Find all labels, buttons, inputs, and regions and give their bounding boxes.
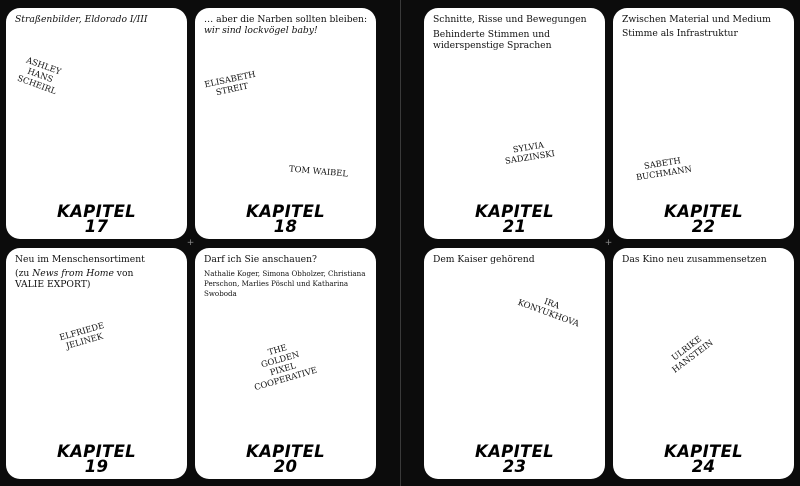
chapter-number-block xyxy=(6,444,187,474)
kapitel-label: KAPITEL xyxy=(664,442,743,461)
chapter-title: Dem Kaiser gehörend xyxy=(433,254,535,265)
crop-mark-icon: + xyxy=(186,238,195,248)
kapitel-label: KAPITEL xyxy=(475,442,554,461)
chapter-title: Darf ich Sie anschauen? xyxy=(204,254,317,265)
subtitle-part: von xyxy=(113,268,134,279)
chapter-title: Neu im Menschensortiment xyxy=(15,254,145,265)
chapter-title-italic: wir sind lockvögel baby! xyxy=(204,25,318,36)
kapitel-label: KAPITEL xyxy=(57,442,136,461)
chapter-number: 23 xyxy=(502,457,527,476)
chapter-card-18[interactable] xyxy=(195,8,376,239)
chapter-author: ULRIKE HANSTEIN xyxy=(669,333,715,375)
chapter-number-block xyxy=(424,444,605,474)
chapter-card-22[interactable] xyxy=(613,8,794,239)
chapter-number-block xyxy=(195,444,376,474)
chapter-card-19[interactable] xyxy=(6,248,187,479)
chapter-card-20[interactable] xyxy=(195,248,376,479)
kapitel-label: KAPITEL xyxy=(246,202,325,221)
chapter-author: SABETH BUCHMANN xyxy=(635,155,693,183)
chapter-number-block xyxy=(613,444,794,474)
chapter-title: Schnitte, Risse und Bewegungen xyxy=(433,14,587,25)
chapter-author: ELISABETH STREIT xyxy=(203,68,257,98)
chapter-number-block xyxy=(424,204,605,234)
chapter-author: ELFRIEDE JELINEK xyxy=(58,320,106,351)
chapter-number-block xyxy=(613,204,794,234)
chapter-card-23[interactable] xyxy=(424,248,605,479)
chapter-number: 18 xyxy=(273,217,298,236)
chapter-subtitle: Stimme als Infrastruktur xyxy=(622,28,738,39)
chapter-title: Zwischen Material und Medium xyxy=(622,14,771,25)
chapter-subtitle xyxy=(15,268,179,290)
chapter-number: 22 xyxy=(691,217,716,236)
chapter-number: 19 xyxy=(84,457,109,476)
subtitle-italic: News from Home xyxy=(32,268,114,279)
chapter-author: THE GOLDEN PIXEL COOPERATIVE xyxy=(253,342,319,393)
subtitle-part: VALIE EXPORT) xyxy=(15,279,91,290)
kapitel-label: KAPITEL xyxy=(475,202,554,221)
chapter-number: 17 xyxy=(84,217,109,236)
crop-mark-icon: + xyxy=(604,238,613,248)
kapitel-label: KAPITEL xyxy=(246,442,325,461)
subtitle-part: (zu xyxy=(15,268,33,279)
chapter-number-block xyxy=(195,204,376,234)
chapter-title: Das Kino neu zusammensetzen xyxy=(622,254,767,265)
chapter-number-block xyxy=(6,204,187,234)
chapter-number: 20 xyxy=(273,457,298,476)
chapter-author: IRA KONYUKHOVA xyxy=(516,295,581,329)
chapter-title-text: … aber die Narben sollten bleiben: xyxy=(204,14,368,25)
chapter-card-17[interactable] xyxy=(6,8,187,239)
chapter-number: 24 xyxy=(691,457,716,476)
kapitel-label: KAPITEL xyxy=(664,202,743,221)
chapter-title-text: Straßenbilder, Eldorado I/III xyxy=(15,14,148,25)
chapter-author: ASHLEY HANS SCHEIRL xyxy=(16,54,63,97)
chapter-title xyxy=(204,14,368,36)
chapter-subtitle: Nathalie Koger, Simona Obholzer, Christiana Perschon, Marlies Pöschl und Katharina Swoboda xyxy=(204,269,366,298)
kapitel-label: KAPITEL xyxy=(57,202,136,221)
chapter-subtitle: Behinderte Stimmen und widerspenstige Sprachen xyxy=(433,29,552,51)
chapter-number: 21 xyxy=(502,217,527,236)
chapter-card-21[interactable] xyxy=(424,8,605,239)
chapter-author: TOM WAIBEL xyxy=(288,163,349,179)
right-page xyxy=(401,0,800,486)
chapter-title xyxy=(15,14,179,25)
chapter-author: SYLVIA SADZINSKI xyxy=(504,139,556,166)
chapter-card-24[interactable] xyxy=(613,248,794,479)
